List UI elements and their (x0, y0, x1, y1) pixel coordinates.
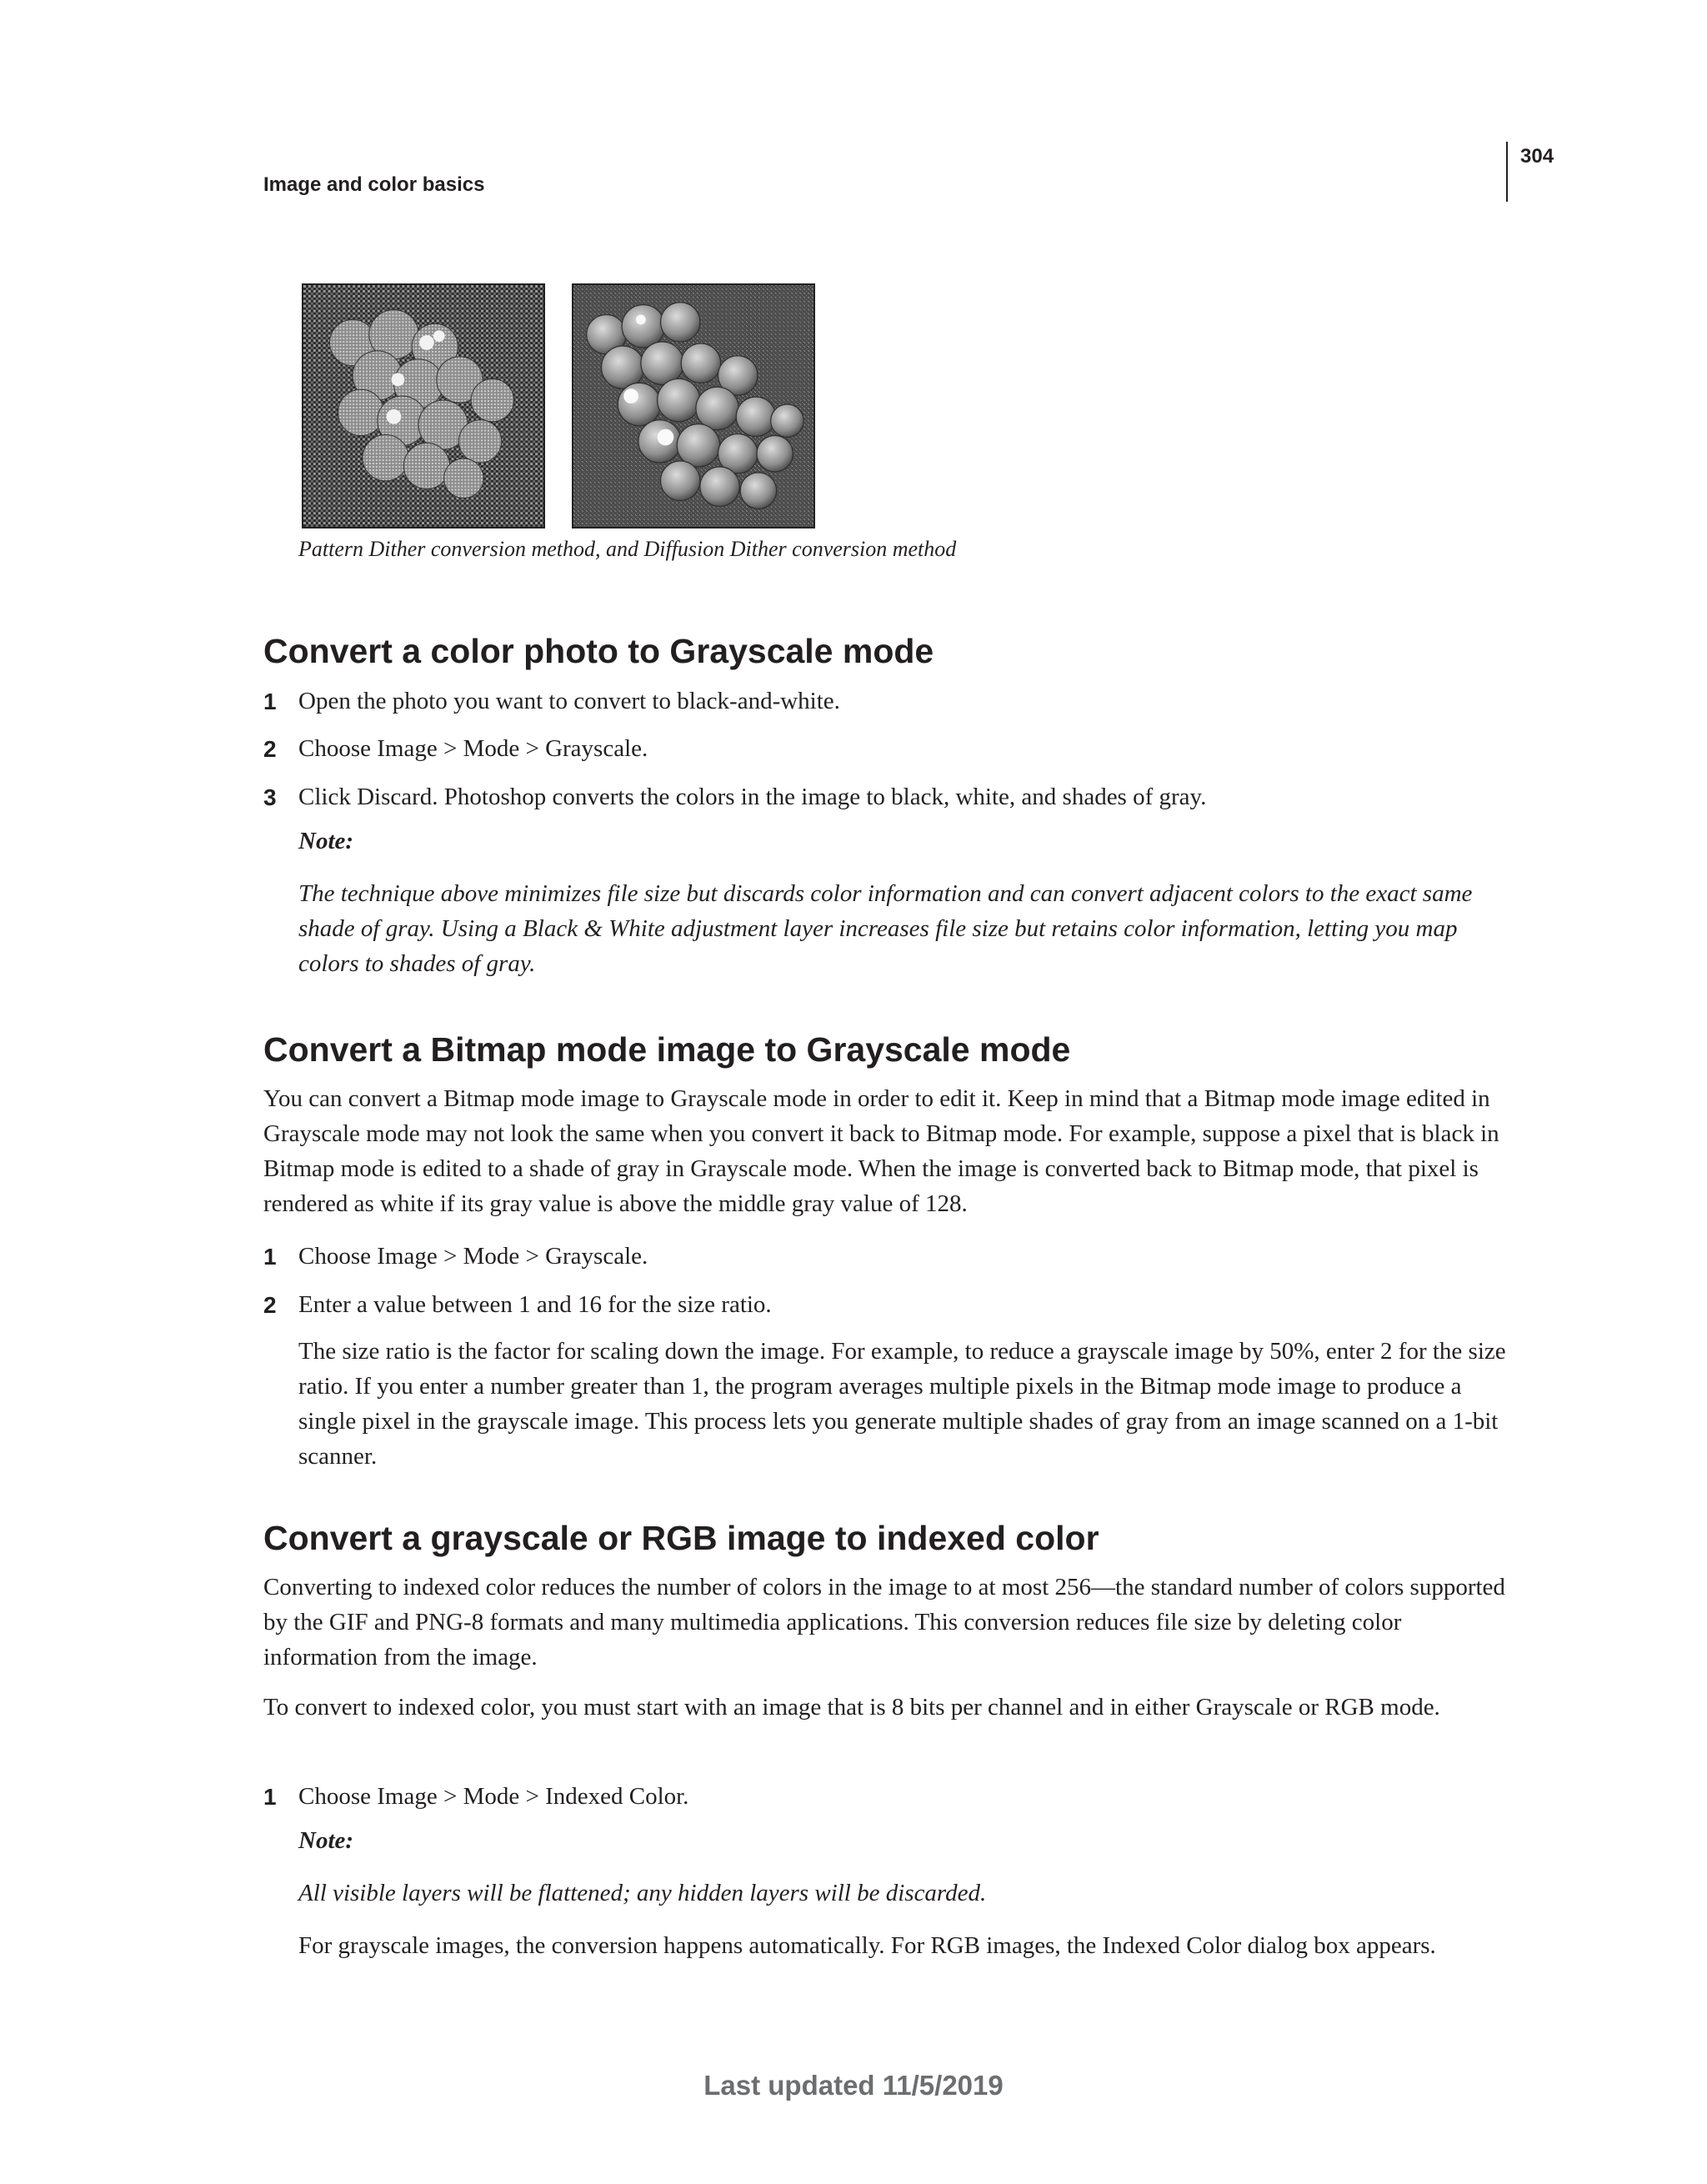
step-detail-paragraph: For grayscale images, the conversion happens automatically. For RGB images, the Indexed Color dialog box appears. (298, 1932, 1436, 1959)
step-number: 1 (263, 1784, 277, 1810)
step-number: 3 (263, 784, 277, 810)
note-text: The technique above minimizes file size but discards color information and can convert adjacent colors to the exact same shade of gray. Using a Black & White adjustment layer increases file size but retains color information, letting you map colors to shades of gray. (298, 880, 1473, 977)
step-detail-paragraph: The size ratio is the factor for scaling down the image. For example, to reduce a grayscale image by 50%, enter 2 for the size ratio. If you enter a number greater than 1, the program averages multiple pixels in the Bitmap mode image to produce a single pixel in the grayscale image. This process lets you generate multiple shades of gray from an image scanned on a 1-bit scanner. (298, 1338, 1506, 1470)
header-divider (1506, 142, 1508, 202)
section-intro-paragraph: You can convert a Bitmap mode image to Grayscale mode in order to edit it. Keep in mind that a Bitmap mode image edited in Grayscale mode may not look the same when you convert it back to Bitmap mode. For example, suppose a pixel that is black in Bitmap mode is edited to a shade of gray in Grayscale mode. When the image is converted back to Bitmap mode, that pixel is rendered as white if its gray value is above the middle gray value of 128. (263, 1085, 1499, 1217)
section-paragraph: Converting to indexed color reduces the number of colors in the image to at most 256—the standard number of colors supported by the GIF and PNG-8 formats and many multimedia applications. This conversion reduces file size by deleting color information from the image. (263, 1574, 1505, 1671)
step-number: 1 (263, 1244, 277, 1270)
step-text: Enter a value between 1 and 16 for the size ratio. (298, 1291, 772, 1318)
step-number: 2 (263, 736, 277, 762)
note-label: Note: (298, 828, 354, 854)
page-number: 304 (1520, 145, 1554, 168)
step-text: Click Discard. Photoshop converts the colors in the image to black, white, and shades of gray. (298, 784, 1207, 810)
section-heading-bitmap-to-grayscale: Convert a Bitmap mode image to Grayscale mode (263, 1030, 1071, 1069)
diffusion-dither-image (572, 283, 815, 528)
note-text: All visible layers will be flattened; any hidden layers will be discarded. (298, 1880, 987, 1906)
section-paragraph: To convert to indexed color, you must start with an image that is 8 bits per channel and in either Grayscale or RGB mode. (263, 1694, 1440, 1721)
section-heading-color-to-grayscale: Convert a color photo to Grayscale mode (263, 632, 934, 670)
step-number: 1 (263, 689, 277, 714)
running-header: Image and color basics (263, 173, 485, 196)
section-heading-indexed-color: Convert a grayscale or RGB image to indexed color (263, 1519, 1099, 1557)
step-text: Choose Image > Mode > Grayscale. (298, 1243, 648, 1270)
last-updated-footer: Last updated 11/5/2019 (703, 2070, 1004, 2101)
note-label: Note: (298, 1827, 354, 1854)
pattern-dither-image (302, 283, 545, 528)
step-text: Choose Image > Mode > Grayscale. (298, 735, 648, 762)
step-text: Open the photo you want to convert to black-and-white. (298, 688, 840, 714)
figure-caption: Pattern Dither conversion method, and Diffusion Dither conversion method (298, 537, 957, 561)
step-number: 2 (263, 1292, 277, 1318)
step-text: Choose Image > Mode > Indexed Color. (298, 1783, 689, 1810)
